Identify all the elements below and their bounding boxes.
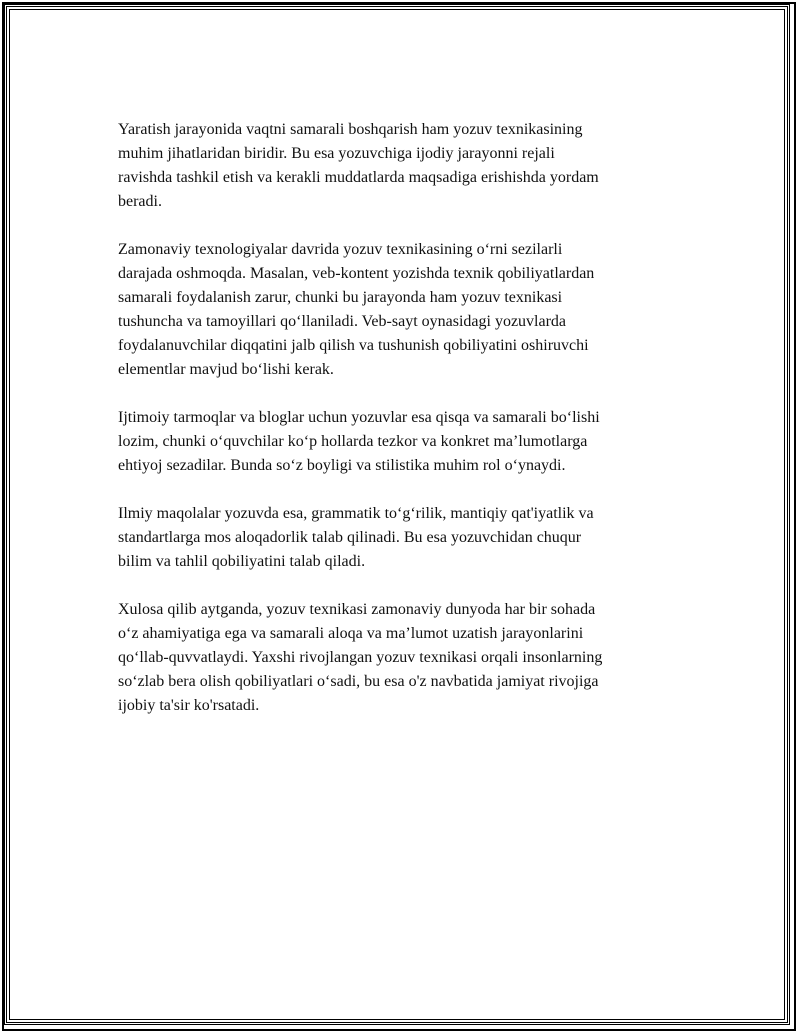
document-body — [118, 118, 688, 742]
paragraph-modern-technology: Zamonaviy texnologiyalar davrida yozuv texnikasining o‘rni sezilarli darajada oshmoqda. Masalan, veb-kontent yozishda texnik qobiliyatlardan samarali foydalanish zarur, chunki bu jarayonda ham yozuv texnikasi tushuncha va tamoyillari qo‘llaniladi. Veb-sayt oynasidagi yozuvlarda foydalanuvchilar diqqatini jalb qilish va tushunish qobiliyatini oshiruvchi elementlar mavjud bo‘lishi kerak. — [118, 241, 595, 378]
paragraph-time-management: Yaratish jarayonida vaqtni samarali boshqarish ham yozuv texnikasining muhim jihatlaridan biridir. Bu esa yozuvchiga ijodiy jarayonni rejali ravishda tashkil etish va kerakli muddatlarda maqsadiga erishishda yordam beradi. — [118, 121, 599, 210]
paragraph-social-networks: Ijtimoiy tarmoqlar va bloglar uchun yozuvlar esa qisqa va samarali bo‘lishi lozim, chunki o‘quvchilar ko‘p hollarda tezkor va konkret ma’lumotlarga ehtiyoj sezadilar. Bunda so‘z boyligi va stilistika muhim rol o‘ynaydi. — [118, 409, 600, 474]
paragraph-scientific-articles: Ilmiy maqolalar yozuvda esa, grammatik to‘g‘rilik, mantiqiy qat'iyatlik va standartlarga mos aloqadorlik talab qilinadi. Bu esa yozuvchidan chuqur bilim va tahlil qobiliyatini talab qiladi. — [118, 505, 594, 570]
paragraph-conclusion: Xulosa qilib aytganda, yozuv texnikasi zamonaviy dunyoda har bir sohada o‘z ahamiyatiga ega va samarali aloqa va ma’lumot uzatish jarayonlarini qo‘llab-quvvatlaydi. Yaxshi rivojlangan yozuv texnikasi orqali insonlarning so‘zlab bera olish qobiliyatlari o‘sadi, bu esa o'z navbatida jamiyat rivojiga ijobiy ta'sir ko'rsatadi. — [118, 601, 603, 714]
